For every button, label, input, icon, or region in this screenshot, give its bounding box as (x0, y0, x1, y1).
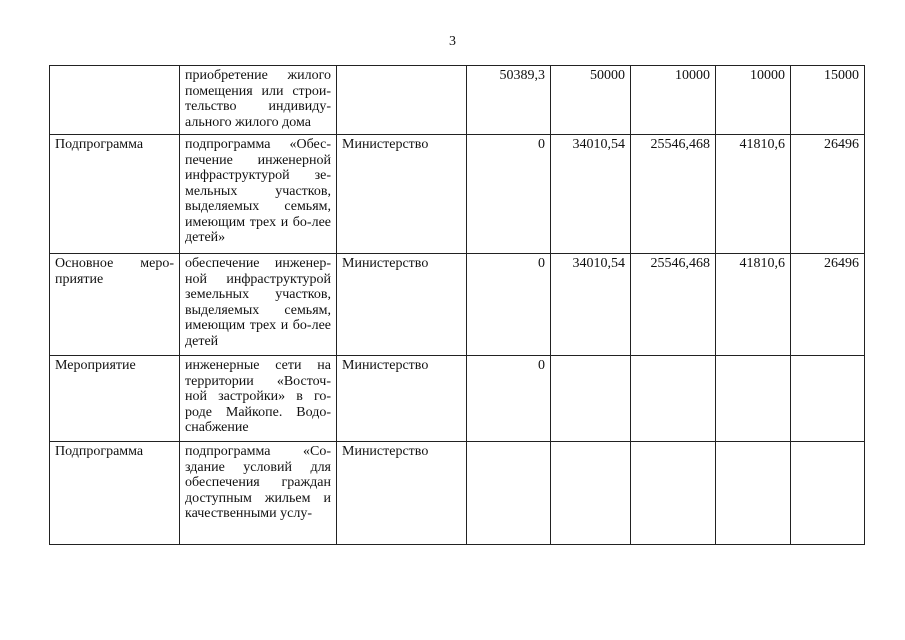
value-cell-col4: 41810,6 (716, 135, 791, 254)
value-cell-col2 (551, 442, 631, 545)
table-row (50, 356, 865, 442)
table-row (50, 66, 865, 135)
table-row (50, 442, 865, 545)
page-number: 3 (449, 34, 456, 49)
value-cell-col1: 0 (467, 254, 551, 356)
value-cell-col3: 25546,468 (631, 254, 716, 356)
value-cell-col4 (716, 442, 791, 545)
value-cell-col5: 26496 (791, 254, 865, 356)
value-cell-col3 (631, 356, 716, 442)
row-description-cell: подпрограмма «Со-здание условий для обеспечения граждан доступным жильем и качественными услу- (180, 442, 337, 545)
row-description-cell: приобретение жилого помещения или строи-тельство индивиду-ального жилого дома (180, 66, 337, 135)
value-cell-col3: 25546,468 (631, 135, 716, 254)
value-cell-col4: 10000 (716, 66, 791, 135)
row-description-cell: подпрограмма «Обес-печение инженерной инфраструктурой зе-мельных участков, выделяемых семьям, имеющим трех и бо-лее детей» (180, 135, 337, 254)
row-executor-cell: Министерство (337, 356, 467, 442)
row-executor-cell: Министерство (337, 442, 467, 545)
value-cell-col2: 34010,54 (551, 135, 631, 254)
value-cell-col3 (631, 442, 716, 545)
value-cell-col5 (791, 442, 865, 545)
value-cell-col2 (551, 356, 631, 442)
value-cell-col2: 34010,54 (551, 254, 631, 356)
row-type-cell: Подпрограмма (50, 135, 180, 254)
row-description-cell: инженерные сети на территории «Восточ-ной застройки» в го-роде Майкопе. Водо-снабжение (180, 356, 337, 442)
row-executor-cell: Министерство (337, 135, 467, 254)
value-cell-col2: 50000 (551, 66, 631, 135)
value-cell-col5: 26496 (791, 135, 865, 254)
value-cell-col1 (467, 442, 551, 545)
row-type-cell: Мероприятие (50, 356, 180, 442)
row-description-cell: обеспечение инженер-ной инфраструктурой земельных участков, выделяемых семьям, имеющим трех и бо-лее детей (180, 254, 337, 356)
value-cell-col4 (716, 356, 791, 442)
row-type-cell: Основное меро-приятие (50, 254, 180, 356)
value-cell-col5: 15000 (791, 66, 865, 135)
value-cell-col5 (791, 356, 865, 442)
value-cell-col1: 50389,3 (467, 66, 551, 135)
table-row (50, 135, 865, 254)
row-executor-cell: Министерство (337, 254, 467, 356)
row-type-cell (50, 66, 180, 135)
budget-table (49, 65, 865, 545)
table-row (50, 254, 865, 356)
value-cell-col1: 0 (467, 135, 551, 254)
value-cell-col3: 10000 (631, 66, 716, 135)
value-cell-col4: 41810,6 (716, 254, 791, 356)
row-type-cell: Подпрограмма (50, 442, 180, 545)
row-executor-cell (337, 66, 467, 135)
value-cell-col1: 0 (467, 356, 551, 442)
